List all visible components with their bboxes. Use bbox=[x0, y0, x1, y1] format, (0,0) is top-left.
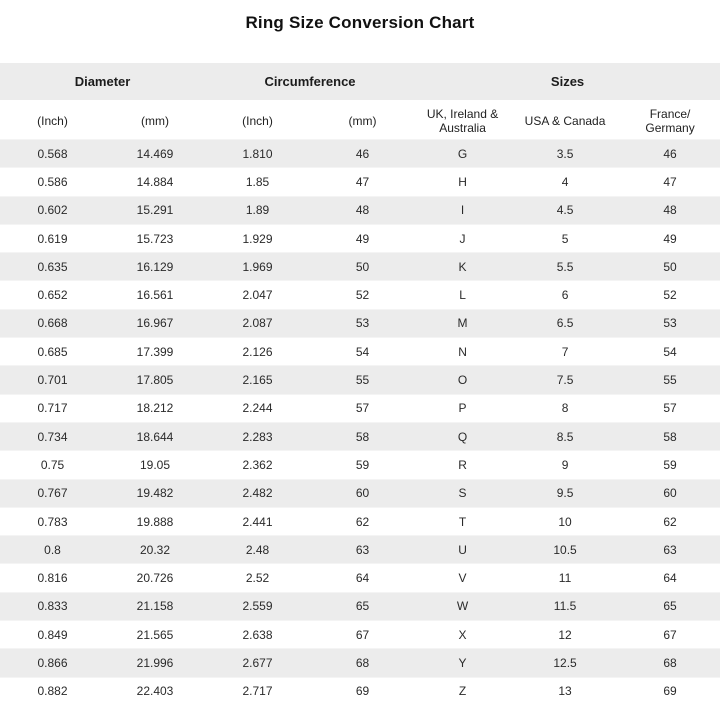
cell: 7 bbox=[510, 338, 620, 366]
table-row bbox=[0, 451, 720, 479]
cell: 46 bbox=[620, 140, 720, 168]
cell: 63 bbox=[620, 536, 720, 564]
table-row bbox=[0, 621, 720, 649]
cell: 49 bbox=[620, 224, 720, 252]
cell: 11.5 bbox=[510, 592, 620, 620]
cell: 58 bbox=[310, 422, 415, 450]
table-row bbox=[0, 224, 720, 252]
cell: 3.5 bbox=[510, 140, 620, 168]
cell: 5.5 bbox=[510, 253, 620, 281]
cell: 0.882 bbox=[0, 677, 105, 705]
table-row bbox=[0, 649, 720, 677]
cell: 2.047 bbox=[205, 281, 310, 309]
cell: 8.5 bbox=[510, 422, 620, 450]
cell: 1.810 bbox=[205, 140, 310, 168]
cell: 2.559 bbox=[205, 592, 310, 620]
page-title: Ring Size Conversion Chart bbox=[245, 13, 475, 32]
cell: 47 bbox=[310, 168, 415, 196]
cell: 9.5 bbox=[510, 479, 620, 507]
cell: 0.717 bbox=[0, 394, 105, 422]
col-header-circumference-mm: (mm) bbox=[310, 101, 415, 140]
cell: 0.602 bbox=[0, 196, 105, 224]
cell: 4 bbox=[510, 168, 620, 196]
cell: 1.89 bbox=[205, 196, 310, 224]
cell: V bbox=[415, 564, 510, 592]
cell: 57 bbox=[310, 394, 415, 422]
table-row bbox=[0, 422, 720, 450]
cell: 50 bbox=[310, 253, 415, 281]
cell: 69 bbox=[620, 677, 720, 705]
cell: I bbox=[415, 196, 510, 224]
cell: 62 bbox=[310, 507, 415, 535]
cell: 2.48 bbox=[205, 536, 310, 564]
cell: N bbox=[415, 338, 510, 366]
cell: 0.767 bbox=[0, 479, 105, 507]
cell: Y bbox=[415, 649, 510, 677]
cell: T bbox=[415, 507, 510, 535]
cell: 64 bbox=[310, 564, 415, 592]
cell: 0.568 bbox=[0, 140, 105, 168]
cell: 53 bbox=[620, 309, 720, 337]
cell: K bbox=[415, 253, 510, 281]
table-row bbox=[0, 564, 720, 592]
cell: 59 bbox=[310, 451, 415, 479]
cell: 0.652 bbox=[0, 281, 105, 309]
cell: 19.05 bbox=[105, 451, 205, 479]
cell: 0.635 bbox=[0, 253, 105, 281]
cell: 16.561 bbox=[105, 281, 205, 309]
group-header-circumference: Circumference bbox=[205, 63, 415, 101]
cell: 6 bbox=[510, 281, 620, 309]
cell: 68 bbox=[310, 649, 415, 677]
cell: Z bbox=[415, 677, 510, 705]
table-row bbox=[0, 168, 720, 196]
table-row bbox=[0, 196, 720, 224]
cell: 17.805 bbox=[105, 366, 205, 394]
cell: L bbox=[415, 281, 510, 309]
cell: 68 bbox=[620, 649, 720, 677]
cell: 55 bbox=[310, 366, 415, 394]
cell: 55 bbox=[620, 366, 720, 394]
cell: 7.5 bbox=[510, 366, 620, 394]
table-row bbox=[0, 507, 720, 535]
cell: 64 bbox=[620, 564, 720, 592]
cell: 20.32 bbox=[105, 536, 205, 564]
cell: 2.283 bbox=[205, 422, 310, 450]
cell: 0.701 bbox=[0, 366, 105, 394]
cell: 18.644 bbox=[105, 422, 205, 450]
col-header-usa-canada: USA & Canada bbox=[510, 101, 620, 140]
cell: 0.586 bbox=[0, 168, 105, 196]
cell: 2.717 bbox=[205, 677, 310, 705]
table-row bbox=[0, 253, 720, 281]
cell: 48 bbox=[620, 196, 720, 224]
cell: 0.668 bbox=[0, 309, 105, 337]
cell: 54 bbox=[310, 338, 415, 366]
cell: J bbox=[415, 224, 510, 252]
cell: X bbox=[415, 621, 510, 649]
cell: 12 bbox=[510, 621, 620, 649]
cell: Q bbox=[415, 422, 510, 450]
table-row bbox=[0, 140, 720, 168]
cell: 0.8 bbox=[0, 536, 105, 564]
cell: 67 bbox=[620, 621, 720, 649]
cell: 2.677 bbox=[205, 649, 310, 677]
cell: 21.158 bbox=[105, 592, 205, 620]
cell: 2.52 bbox=[205, 564, 310, 592]
cell: 15.723 bbox=[105, 224, 205, 252]
cell: 50 bbox=[620, 253, 720, 281]
cell: 63 bbox=[310, 536, 415, 564]
cell: 52 bbox=[620, 281, 720, 309]
cell: O bbox=[415, 366, 510, 394]
table-row bbox=[0, 309, 720, 337]
col-header-uk-ireland-australia: UK, Ireland & Australia bbox=[415, 101, 510, 140]
group-header-sizes: Sizes bbox=[415, 63, 720, 101]
table-row bbox=[0, 281, 720, 309]
cell: 2.244 bbox=[205, 394, 310, 422]
cell: 10.5 bbox=[510, 536, 620, 564]
ring-size-conversion-table bbox=[0, 63, 720, 705]
table-row bbox=[0, 394, 720, 422]
cell: 21.565 bbox=[105, 621, 205, 649]
cell: 0.685 bbox=[0, 338, 105, 366]
cell: 0.734 bbox=[0, 422, 105, 450]
group-header-diameter: Diameter bbox=[0, 63, 205, 101]
cell: 20.726 bbox=[105, 564, 205, 592]
cell: 9 bbox=[510, 451, 620, 479]
cell: 14.469 bbox=[105, 140, 205, 168]
cell: 14.884 bbox=[105, 168, 205, 196]
cell: 0.849 bbox=[0, 621, 105, 649]
cell: 2.441 bbox=[205, 507, 310, 535]
cell: 19.482 bbox=[105, 479, 205, 507]
table-row bbox=[0, 479, 720, 507]
table-row bbox=[0, 677, 720, 705]
cell: 0.619 bbox=[0, 224, 105, 252]
cell: 60 bbox=[620, 479, 720, 507]
cell: 17.399 bbox=[105, 338, 205, 366]
cell: 8 bbox=[510, 394, 620, 422]
cell: 5 bbox=[510, 224, 620, 252]
table-row bbox=[0, 366, 720, 394]
column-header-row bbox=[0, 101, 720, 140]
cell: 11 bbox=[510, 564, 620, 592]
cell: 0.75 bbox=[0, 451, 105, 479]
cell: 49 bbox=[310, 224, 415, 252]
cell: 2.126 bbox=[205, 338, 310, 366]
cell: H bbox=[415, 168, 510, 196]
cell: 59 bbox=[620, 451, 720, 479]
cell: 54 bbox=[620, 338, 720, 366]
col-header-diameter-inch: (Inch) bbox=[0, 101, 105, 140]
cell: R bbox=[415, 451, 510, 479]
cell: 46 bbox=[310, 140, 415, 168]
cell: 6.5 bbox=[510, 309, 620, 337]
table-row bbox=[0, 592, 720, 620]
cell: 21.996 bbox=[105, 649, 205, 677]
cell: 2.087 bbox=[205, 309, 310, 337]
col-header-circumference-inch: (Inch) bbox=[205, 101, 310, 140]
cell: 16.967 bbox=[105, 309, 205, 337]
cell: 2.165 bbox=[205, 366, 310, 394]
cell: 22.403 bbox=[105, 677, 205, 705]
cell: 2.482 bbox=[205, 479, 310, 507]
cell: 2.362 bbox=[205, 451, 310, 479]
cell: 53 bbox=[310, 309, 415, 337]
table-row bbox=[0, 536, 720, 564]
cell: U bbox=[415, 536, 510, 564]
cell: 12.5 bbox=[510, 649, 620, 677]
cell: 1.969 bbox=[205, 253, 310, 281]
cell: P bbox=[415, 394, 510, 422]
cell: 67 bbox=[310, 621, 415, 649]
cell: 48 bbox=[310, 196, 415, 224]
col-header-france-germany: France/ Germany bbox=[620, 101, 720, 140]
cell: 2.638 bbox=[205, 621, 310, 649]
cell: 60 bbox=[310, 479, 415, 507]
cell: S bbox=[415, 479, 510, 507]
cell: 1.929 bbox=[205, 224, 310, 252]
cell: 58 bbox=[620, 422, 720, 450]
table-header bbox=[0, 63, 720, 140]
cell: 57 bbox=[620, 394, 720, 422]
cell: W bbox=[415, 592, 510, 620]
cell: M bbox=[415, 309, 510, 337]
cell: 16.129 bbox=[105, 253, 205, 281]
cell: 0.866 bbox=[0, 649, 105, 677]
cell: 18.212 bbox=[105, 394, 205, 422]
cell: 1.85 bbox=[205, 168, 310, 196]
cell: 69 bbox=[310, 677, 415, 705]
table-row bbox=[0, 338, 720, 366]
col-header-diameter-mm: (mm) bbox=[105, 101, 205, 140]
cell: 10 bbox=[510, 507, 620, 535]
cell: 4.5 bbox=[510, 196, 620, 224]
cell: 0.816 bbox=[0, 564, 105, 592]
cell: 15.291 bbox=[105, 196, 205, 224]
group-header-row bbox=[0, 63, 720, 101]
cell: G bbox=[415, 140, 510, 168]
cell: 52 bbox=[310, 281, 415, 309]
cell: 62 bbox=[620, 507, 720, 535]
cell: 13 bbox=[510, 677, 620, 705]
cell: 65 bbox=[620, 592, 720, 620]
cell: 47 bbox=[620, 168, 720, 196]
table-body bbox=[0, 140, 720, 705]
cell: 0.833 bbox=[0, 592, 105, 620]
cell: 0.783 bbox=[0, 507, 105, 535]
cell: 19.888 bbox=[105, 507, 205, 535]
cell: 65 bbox=[310, 592, 415, 620]
